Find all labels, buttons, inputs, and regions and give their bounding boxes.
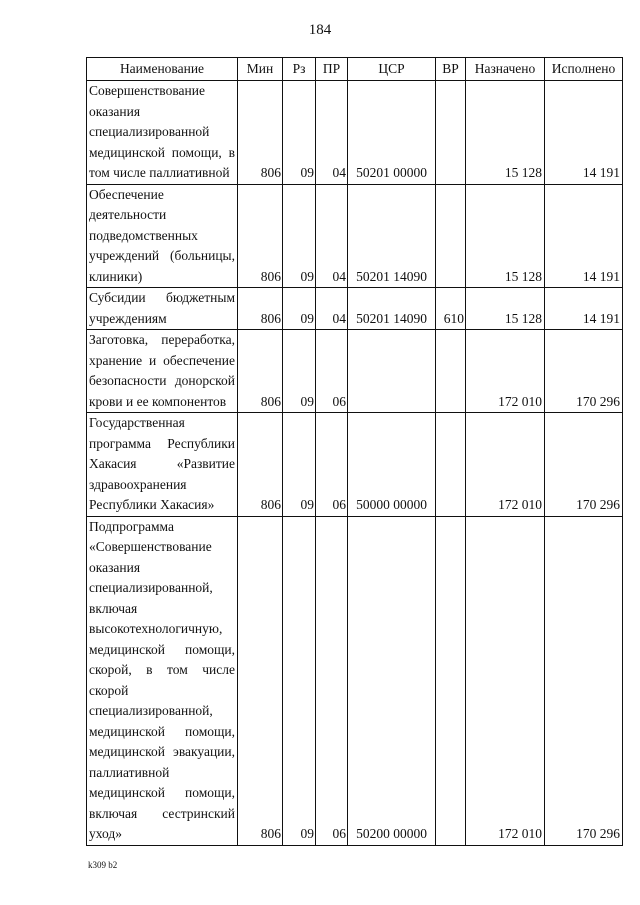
row-name: Субсидии бюджетным учреждениям <box>87 288 238 330</box>
header-vr: ВР <box>436 58 466 81</box>
row-executed: 14 191 <box>545 288 623 330</box>
row-assigned: 15 128 <box>466 81 545 185</box>
row-vr: 610 <box>436 288 466 330</box>
header-pr: ПР <box>316 58 348 81</box>
row-assigned: 172 010 <box>466 516 545 845</box>
table-row <box>87 81 623 185</box>
row-assigned: 172 010 <box>466 413 545 517</box>
row-csr: 50000 00000 <box>348 413 436 517</box>
row-pr: 04 <box>316 184 348 288</box>
table-row <box>87 413 623 517</box>
row-name: Государственная программа Республики Хакасия «Развитие здравоохранения Республики Хакасия» <box>87 413 238 517</box>
row-min: 806 <box>238 516 283 845</box>
row-executed: 14 191 <box>545 81 623 185</box>
row-min: 806 <box>238 81 283 185</box>
row-rz: 09 <box>283 81 316 185</box>
page-number: 184 <box>308 22 332 38</box>
row-executed: 170 296 <box>545 413 623 517</box>
row-assigned: 15 128 <box>466 288 545 330</box>
row-vr <box>436 330 466 413</box>
header-assigned: Назначено <box>466 58 545 81</box>
row-executed: 170 296 <box>545 516 623 845</box>
row-assigned: 172 010 <box>466 330 545 413</box>
row-min: 806 <box>238 413 283 517</box>
header-executed: Исполнено <box>545 58 623 81</box>
row-executed: 14 191 <box>545 184 623 288</box>
row-rz: 09 <box>283 516 316 845</box>
row-pr: 06 <box>316 413 348 517</box>
row-min: 806 <box>238 330 283 413</box>
row-vr <box>436 184 466 288</box>
row-pr: 06 <box>316 330 348 413</box>
row-min: 806 <box>238 288 283 330</box>
row-vr <box>436 516 466 845</box>
row-csr: 50201 14090 <box>348 288 436 330</box>
row-rz: 09 <box>283 330 316 413</box>
table-row <box>87 184 623 288</box>
header-rz: Рз <box>283 58 316 81</box>
row-name: Заготовка, переработка, хранение и обеспечение безопасности донорской крови и ее компонентов <box>87 330 238 413</box>
header-csr: ЦСР <box>348 58 436 81</box>
row-assigned: 15 128 <box>466 184 545 288</box>
table-row <box>87 330 623 413</box>
row-executed: 170 296 <box>545 330 623 413</box>
budget-table <box>86 57 623 846</box>
table-row <box>87 288 623 330</box>
row-rz: 09 <box>283 184 316 288</box>
row-name: Совершенствование оказания специализированной медицинской помощи, в том числе паллиативной <box>87 81 238 185</box>
header-min: Мин <box>238 58 283 81</box>
row-vr <box>436 413 466 517</box>
table-row <box>87 516 623 845</box>
header-name: Наименование <box>87 58 238 81</box>
row-csr <box>348 330 436 413</box>
row-rz: 09 <box>283 413 316 517</box>
row-rz: 09 <box>283 288 316 330</box>
row-name: Подпрограмма «Совершенствование оказания специализированной, включая высокотехнологичную, медицинской помощи, скорой, в том числе скорой специализированной, медицинской помощи, медицинской эвакуации, паллиативной медицинской помощи, включая сестринский уход» <box>87 516 238 845</box>
table-header-row <box>87 58 623 81</box>
row-vr <box>436 81 466 185</box>
row-name: Обеспечение деятельности подведомственных учреждений (больницы, клиники) <box>87 184 238 288</box>
row-csr: 50201 14090 <box>348 184 436 288</box>
row-min: 806 <box>238 184 283 288</box>
row-csr: 50200 00000 <box>348 516 436 845</box>
row-pr: 04 <box>316 81 348 185</box>
footer-code: k309 b2 <box>88 860 118 870</box>
row-csr: 50201 00000 <box>348 81 436 185</box>
row-pr: 04 <box>316 288 348 330</box>
row-pr: 06 <box>316 516 348 845</box>
